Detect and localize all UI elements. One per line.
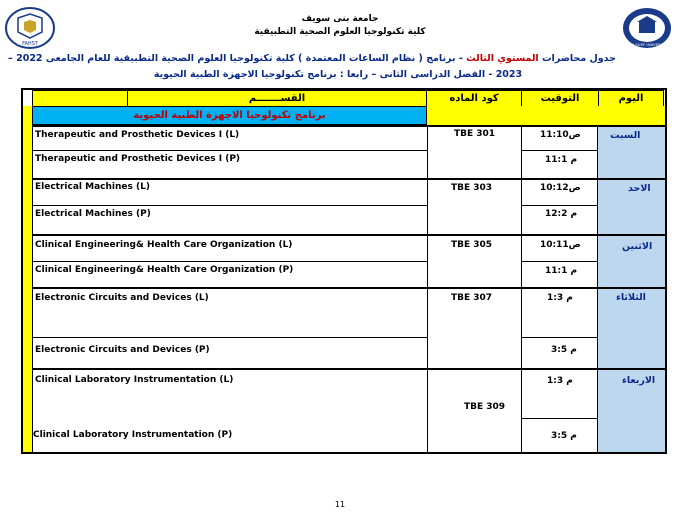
h-sep-1 bbox=[32, 178, 665, 180]
day-monday: الاثنين bbox=[622, 241, 653, 252]
course-mon-p: Clinical Engineering& Health Care Organization (P) bbox=[35, 265, 294, 275]
title-level: المستوي الثالث bbox=[466, 53, 539, 64]
faculty-name: كلية تكنولوجيا العلوم الصحية التطبيقية bbox=[254, 27, 426, 37]
university-name: جامعة بنى سويف bbox=[301, 14, 379, 24]
row-sep-sat-course bbox=[32, 150, 427, 151]
university-logo-text: BENI-SUEF UNIVERSITY bbox=[625, 42, 669, 47]
time-sun-p: م 12:2 bbox=[545, 209, 578, 219]
row-sep-tue-course bbox=[32, 337, 427, 338]
course-tue-p: Electronic Circuits and Devices (P) bbox=[35, 345, 210, 355]
course-mon-l: Clinical Engineering& Health Care Organization (L) bbox=[35, 240, 293, 250]
row-sep-sat-time bbox=[521, 150, 598, 151]
day-col-top bbox=[598, 106, 665, 126]
h-sep-2 bbox=[32, 234, 665, 236]
header-day: اليوم bbox=[598, 90, 664, 107]
day-wednesday: الاربعاء bbox=[622, 375, 656, 386]
faculty-logo bbox=[4, 6, 56, 50]
faculty-logo-text: FAHST bbox=[22, 41, 38, 47]
time-sat-l: ص11:10 bbox=[540, 130, 581, 140]
course-tue-l: Electronic Circuits and Devices (L) bbox=[35, 293, 209, 303]
h-sep-4 bbox=[32, 368, 665, 370]
left-strip bbox=[23, 106, 32, 452]
course-sun-l: Electrical Machines (L) bbox=[35, 182, 150, 192]
row-sep-wed-time bbox=[521, 418, 598, 419]
time-tue-l: م 1:3 bbox=[547, 293, 573, 303]
schedule-title-line1 bbox=[8, 53, 616, 64]
code-sun: TBE 303 bbox=[451, 183, 493, 193]
time-sun-l: ص10:12 bbox=[540, 183, 581, 193]
header-time: التوقيت bbox=[521, 90, 599, 107]
row-sep-tue-time bbox=[521, 337, 598, 338]
title-prefix: جدول محاضرات bbox=[542, 53, 616, 64]
time-col-top bbox=[521, 106, 598, 126]
day-saturday: السبت bbox=[610, 130, 641, 141]
row-sep-mon-course bbox=[32, 261, 427, 262]
page-number: 11 bbox=[334, 500, 346, 509]
course-sun-p: Electrical Machines (P) bbox=[35, 209, 151, 219]
row-sep-sun-time bbox=[521, 205, 598, 206]
code-col-top bbox=[427, 106, 521, 126]
day-column bbox=[598, 126, 665, 452]
time-wed-l: م 1:3 bbox=[547, 376, 573, 386]
course-sat-p: Therapeutic and Prosthetic Devices I (P) bbox=[35, 154, 241, 164]
h-sep-3 bbox=[32, 287, 665, 289]
title-rest: - برنامج ( نظام الساعات المعتمدة ) كلية تكنولوجيا العلوم الصحية التطبيقية للعام الجامعى 2022 – bbox=[8, 53, 463, 64]
day-sunday: الاحد bbox=[628, 183, 651, 194]
university-logo bbox=[621, 6, 673, 50]
row-sep-mon-time bbox=[521, 261, 598, 262]
h-sep-0 bbox=[32, 125, 665, 127]
course-wed-p: Clinical Laboratory Instrumentation (P) bbox=[33, 430, 233, 440]
time-mon-l: ص10:11 bbox=[540, 240, 581, 250]
code-wed: TBE 309 bbox=[464, 402, 506, 412]
header-code: كود الماده bbox=[426, 90, 522, 107]
time-sat-p: م 11:1 bbox=[545, 155, 578, 165]
header-blank bbox=[32, 90, 128, 107]
schedule-title-line2: 2023 - الفصل الدراسى الثانى – رابعا : برنامج تكنولوجيا الاجهزة الطبية الحيوية bbox=[153, 69, 523, 80]
time-mon-p: م 11:1 bbox=[545, 266, 578, 276]
time-tue-p: م 3:5 bbox=[551, 345, 577, 355]
code-tue: TBE 307 bbox=[451, 293, 493, 303]
course-sat-l: Therapeutic and Prosthetic Devices I (L) bbox=[35, 130, 240, 140]
row-sep-sun-course bbox=[32, 205, 427, 206]
header-section: القســـــــم bbox=[127, 90, 427, 107]
code-sat: TBE 301 bbox=[454, 129, 496, 139]
program-banner: برنامج تكنولوجيا الاجهزة الطبية الحيوية bbox=[32, 106, 427, 125]
day-tuesday: الثلاثاء bbox=[616, 292, 646, 303]
time-wed-p: م 3:5 bbox=[551, 431, 577, 441]
course-wed-l: Clinical Laboratory Instrumentation (L) bbox=[35, 375, 234, 385]
code-mon: TBE 305 bbox=[451, 240, 493, 250]
